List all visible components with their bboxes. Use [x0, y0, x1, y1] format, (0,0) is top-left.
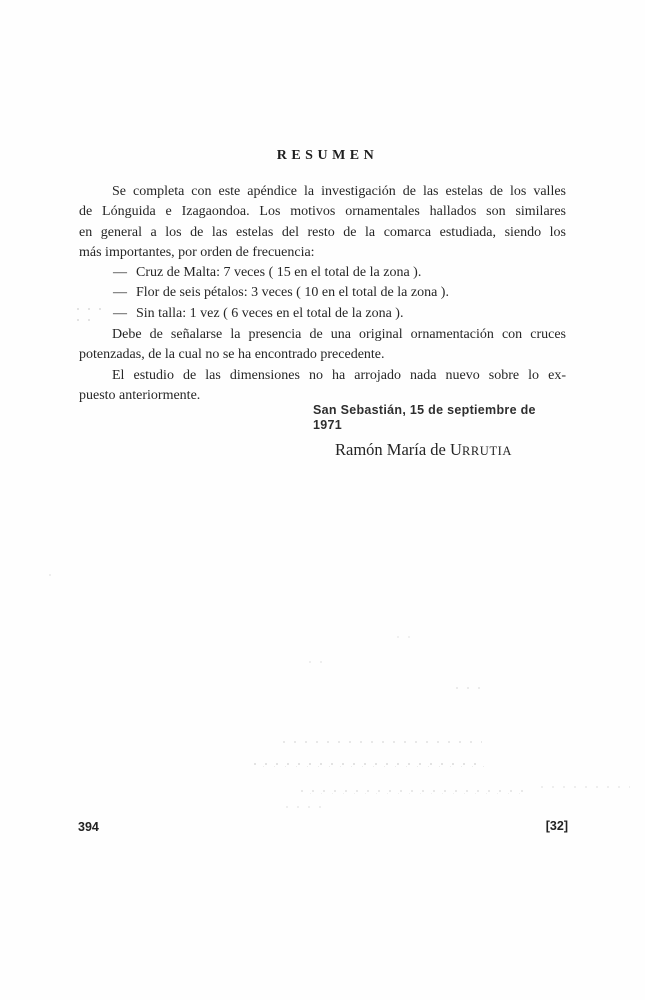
- list-item: [113, 304, 566, 324]
- page-number: 394: [78, 820, 99, 834]
- text-line: El estudio de las dimensiones no ha arrojado nada nuevo sobre lo ex-: [112, 367, 566, 383]
- text-line: potenzadas, de la cual no se ha encontrado precedente.: [79, 347, 385, 363]
- scan-artifact: [253, 762, 485, 768]
- section-title: RESUMEN: [276, 148, 379, 163]
- text-line: puesto anteriormente.: [79, 387, 201, 403]
- author-name: Ramón María de U: [335, 440, 462, 460]
- list-item: [113, 283, 566, 303]
- scan-artifact: [282, 740, 482, 744]
- author-signature: [335, 440, 566, 461]
- scan-artifact: [76, 318, 98, 322]
- scan-artifact: [76, 307, 102, 311]
- dash-bullet: —: [113, 305, 127, 321]
- text-line: en general a los de las estelas del resto de la comarca estudiada, siendo los: [79, 224, 566, 240]
- text-line: de Lónguida e Izagaondoa. Los motivos ornamentales hallados son similares: [79, 204, 566, 220]
- scan-artifact: [285, 805, 325, 808]
- paragraph-intro: [79, 182, 566, 263]
- list-item-text: Flor de seis pétalos: 3 veces ( 10 en el total de la zona ).: [136, 285, 449, 301]
- text-line: más importantes, por orden de frecuencia:: [79, 244, 315, 260]
- scan-artifact: [455, 686, 485, 689]
- frequency-list: [79, 263, 566, 324]
- text-line: Se completa con este apéndice la investigación de las estelas de los valles: [112, 184, 566, 199]
- scan-artifact: [300, 789, 530, 794]
- paragraph-dimensions: [79, 366, 566, 407]
- text-line: Debe de señalarse la presencia de una original ornamentación con cruces: [112, 327, 566, 343]
- paragraph-ornamentation: [79, 325, 566, 366]
- dateline: San Sebastián, 15 de septiembre de 1971: [313, 403, 536, 433]
- dash-bullet: —: [113, 265, 127, 281]
- dash-bullet: —: [113, 285, 127, 301]
- scan-artifact: [540, 785, 630, 789]
- scan-artifact: [396, 635, 410, 638]
- list-item-text: Sin talla: 1 vez ( 6 veces en el total de la zona ).: [136, 305, 404, 321]
- scan-artifact: [48, 573, 56, 576]
- scan-artifact: [308, 660, 324, 663]
- author-surname-smallcaps: RRUTIA: [461, 444, 513, 459]
- list-item: [113, 263, 566, 283]
- article-page-reference: [32]: [545, 819, 568, 833]
- list-item-text: Cruz de Malta: 7 veces ( 15 en el total de la zona ).: [136, 265, 422, 281]
